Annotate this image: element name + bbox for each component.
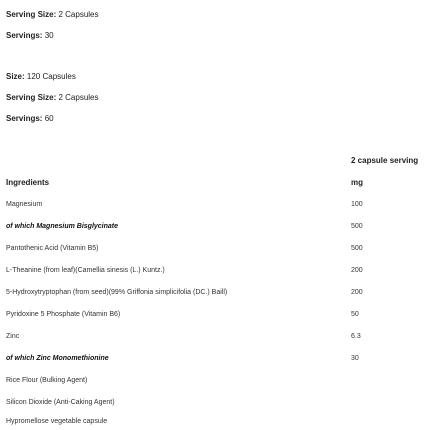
servings-value: 60 (44, 114, 54, 123)
serving-size-label: Serving Size: (6, 10, 57, 19)
ingredient-name: L-Theanine (from leaf)(Camellia sinesis (L.) Kuntz.) (6, 267, 165, 274)
ingredient-name: of which Magnesium Bisglycinate (6, 223, 119, 230)
ingredient-amount: 6.3 (351, 333, 361, 340)
size-line (6, 72, 76, 81)
ingredient-amount: 200 (351, 267, 363, 274)
table-row (0, 201, 430, 213)
table-row (0, 311, 430, 323)
ingredient-amount: 30 (351, 355, 359, 362)
unit-header: mg (351, 178, 363, 187)
ingredient-name: Magnesium (6, 201, 43, 208)
ingredient-amount: 500 (351, 245, 363, 252)
ingredient-name: Hypromellose vegetable capsule (6, 418, 108, 425)
servings-line-1 (6, 31, 54, 40)
serving-size-value: 2 Capsules (58, 93, 99, 102)
ingredient-name: Rice Flour (Bulking Agent) (6, 377, 88, 384)
table-row (0, 355, 430, 367)
table-row (0, 245, 430, 257)
size-label: Size: (6, 72, 25, 81)
table-row (0, 399, 430, 411)
table-row (0, 289, 430, 301)
ingredient-amount: 200 (351, 289, 363, 296)
serving-column-header: 2 capsule serving (351, 156, 419, 165)
ingredient-amount: 50 (351, 311, 359, 318)
servings-label: Servings: (6, 114, 43, 123)
serving-size-line-2 (6, 93, 99, 102)
ingredient-amount: 100 (351, 201, 363, 208)
servings-line-2 (6, 114, 54, 123)
table-row (0, 223, 430, 235)
servings-value: 30 (44, 31, 54, 40)
ingredient-name: 5-Hydroxytryptophan (from seed)(99% Griffonia simplicifolia (DC.) Baill) (6, 289, 228, 296)
size-value: 120 Capsules (26, 72, 76, 81)
table-row (0, 267, 430, 279)
table-row (0, 377, 430, 389)
serving-size-label: Serving Size: (6, 93, 57, 102)
serving-size-line-1 (6, 10, 99, 19)
table-row (0, 418, 430, 430)
ingredient-name: Silicon Dioxide (Anti-Caking Agent) (6, 399, 115, 406)
ingredient-name: of which Zinc Monomethionine (6, 355, 109, 362)
ingredient-amount: 500 (351, 223, 363, 230)
servings-label: Servings: (6, 31, 43, 40)
serving-size-value: 2 Capsules (58, 10, 99, 19)
ingredient-name: Zinc (6, 333, 20, 340)
ingredient-name: Pantothenic Acid (Vitamin B5) (6, 245, 99, 252)
ingredients-header: Ingredients (6, 178, 50, 187)
table-row (0, 333, 430, 345)
ingredient-name: Pyridoxine 5 Phosphate (Vitamin B6) (6, 311, 121, 318)
